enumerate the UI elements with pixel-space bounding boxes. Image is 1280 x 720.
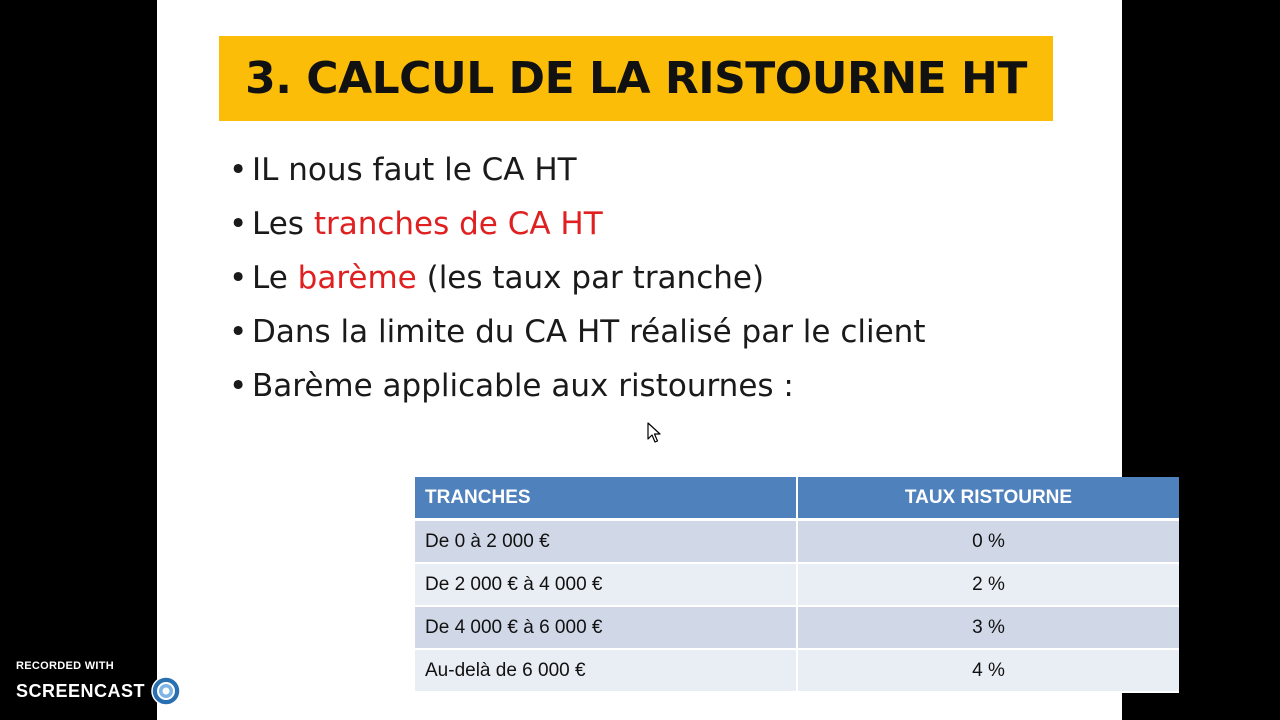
bullet-dot: • xyxy=(229,152,248,188)
bullet-item xyxy=(229,143,925,197)
watermark-brand xyxy=(16,676,241,706)
bullet-dot: • xyxy=(229,206,248,242)
bullet-text: IL nous faut le CA HT xyxy=(252,152,577,188)
bullet-item xyxy=(229,197,925,251)
header-taux-ristourne: TAUX RISTOURNE xyxy=(797,477,1179,520)
tranche-cell: Au-delà de 6 000 € xyxy=(415,649,797,692)
bullet-text: Barème applicable aux ristournes : xyxy=(252,368,794,404)
bullet-text: Dans la limite du CA HT réalisé par le client xyxy=(252,314,926,350)
title-banner xyxy=(219,36,1053,121)
bullet-text: Le xyxy=(252,260,298,296)
watermark-brand-left: SCREENCAST xyxy=(16,680,146,701)
bullet-item xyxy=(229,359,925,413)
rate-table xyxy=(415,477,1179,693)
bullet-text: Les xyxy=(252,206,314,242)
bullet-highlight: barème xyxy=(297,260,417,296)
table-row xyxy=(415,563,1179,606)
slide-title: 3. CALCUL DE LA RISTOURNE HT xyxy=(245,53,1027,104)
tranche-cell: De 0 à 2 000 € xyxy=(415,520,797,564)
taux-cell: 4 % xyxy=(797,649,1179,692)
bullet-list xyxy=(229,143,925,413)
table-header-row xyxy=(415,477,1179,520)
bullet-dot: • xyxy=(229,368,248,404)
bullet-item xyxy=(229,251,925,305)
watermark-brand-right: MATIC xyxy=(183,680,242,701)
taux-cell: 3 % xyxy=(797,606,1179,649)
table-row xyxy=(415,520,1179,564)
header-tranches: TRANCHES xyxy=(415,477,797,520)
bullet-dot: • xyxy=(229,314,248,350)
mouse-pointer-icon xyxy=(647,422,661,444)
screencast-watermark xyxy=(16,660,241,706)
presentation-slide xyxy=(157,0,1122,720)
screencast-o-matic-logo-icon xyxy=(151,676,181,706)
table-row xyxy=(415,649,1179,692)
bullet-highlight: tranches de CA HT xyxy=(313,206,603,242)
watermark-recorded-with: RECORDED WITH xyxy=(16,660,115,672)
tranche-cell: De 2 000 € à 4 000 € xyxy=(415,563,797,606)
taux-cell: 0 % xyxy=(797,520,1179,564)
tranche-cell: De 4 000 € à 6 000 € xyxy=(415,606,797,649)
bullet-dot: • xyxy=(229,260,248,296)
table-row xyxy=(415,606,1179,649)
bullet-text: (les taux par tranche) xyxy=(416,260,765,296)
bullet-item xyxy=(229,305,925,359)
taux-cell: 2 % xyxy=(797,563,1179,606)
